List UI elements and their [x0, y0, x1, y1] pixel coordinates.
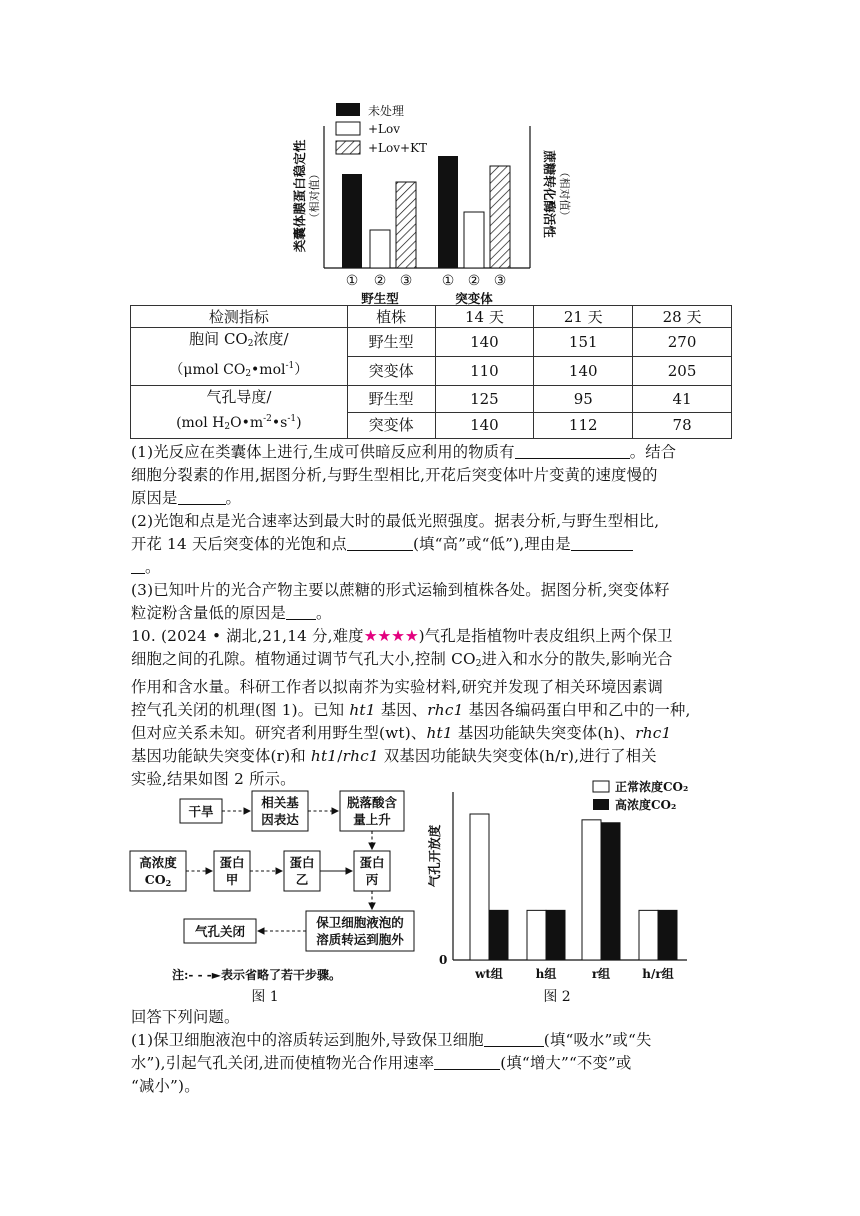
svg-text:脱落酸含: 脱落酸含 — [346, 795, 398, 810]
svg-text:干旱: 干旱 — [188, 804, 214, 819]
bar-mutant-untreated — [438, 156, 458, 268]
right-y-axis-label: 蔗糖转化酶活性 — [542, 150, 557, 238]
gene-ht1: ht1 — [349, 701, 376, 719]
svg-text:蛋白: 蛋白 — [219, 855, 245, 870]
value-cell: 125 — [435, 386, 534, 413]
bar-number: ① — [345, 273, 359, 289]
figure-1-caption: 图 1 — [251, 989, 279, 1005]
bar-normal-co2-3 — [639, 910, 658, 960]
bar-high-co2-1 — [546, 910, 565, 960]
plant-cell: 突变体 — [347, 357, 435, 386]
svg-text:高浓度: 高浓度 — [139, 855, 177, 870]
svg-text:甲: 甲 — [225, 872, 239, 887]
bar-number: ② — [467, 273, 481, 289]
difficulty-stars: ★★★★ — [363, 627, 419, 645]
category-label: h/r组 — [642, 967, 674, 981]
value-cell: 140 — [435, 328, 534, 357]
bar-high-co2-0 — [489, 910, 508, 960]
svg-text:保卫细胞液泡的: 保卫细胞液泡的 — [316, 915, 404, 930]
figure-2-caption: 图 2 — [543, 989, 571, 1005]
y-origin-label: 0 — [439, 953, 448, 967]
value-cell: 205 — [633, 357, 732, 386]
value-cell: 270 — [633, 328, 732, 357]
bar-number: ② — [373, 273, 387, 289]
bar-normal-co2-2 — [582, 820, 601, 960]
answer-blank[interactable] — [515, 443, 630, 459]
svg-text:因表达: 因表达 — [261, 812, 299, 827]
figure-1-diagram — [128, 785, 438, 1005]
bar-number: ③ — [493, 273, 507, 289]
bar-number: ① — [441, 273, 455, 289]
value-cell: 112 — [534, 412, 633, 439]
measurement-table — [130, 305, 732, 439]
bar-wildtype-untreated — [342, 174, 362, 268]
legend-swatch-untreated — [336, 103, 360, 116]
table-row — [131, 386, 732, 413]
svg-text:乙: 乙 — [295, 872, 309, 887]
svg-text:气孔关闭: 气孔关闭 — [194, 924, 246, 939]
figure-1-note: 注:- - -►表示省略了若干步骤。 — [172, 968, 341, 982]
left-y-axis-note: （相对值） — [308, 168, 321, 224]
svg-text:相关基: 相关基 — [261, 795, 299, 810]
indicator-stomatal-conductance: 气孔导度/ (mol $H_2O•m^{-2}•s^{-1}$) — [131, 386, 348, 439]
question-2: (2)光饱和点是光合速率达到最大时的最低光照强度。据表分析,与野生型相比, 开花 14 天后突变体的光饱和点 (填“高”或“低”),理由是 。 — [131, 512, 660, 576]
indicator-co2: 胞间 $CO_2$浓度/ （μmol $CO_2•mol^{-1}$） — [131, 328, 348, 386]
table-header: 14 天 — [435, 306, 534, 328]
value-cell: 140 — [534, 357, 633, 386]
stability-activity-chart — [280, 96, 580, 308]
svg-text:溶质转运到胞外: 溶质转运到胞外 — [316, 932, 404, 947]
table-header: 21 天 — [534, 306, 633, 328]
legend-label-high-co2: 高浓度CO₂ — [615, 798, 677, 812]
legend-swatch-lov-kt — [336, 141, 360, 154]
table-header: 28 天 — [633, 306, 732, 328]
category-label: wt组 — [475, 967, 503, 981]
y-axis-label: 气孔开放度 — [427, 824, 442, 888]
question-3: (3)已知叶片的光合产物主要以蔗糖的形式运输到植株各处。据图分析,突变体籽 粒淀粉含量低的原因是 。 — [131, 581, 670, 622]
legend-label-untreated: 未处理 — [368, 104, 405, 118]
bar-high-co2-2 — [601, 823, 620, 960]
bar-mutant-lov — [464, 212, 484, 268]
category-label: r组 — [591, 967, 611, 981]
question-1: (1)光反应在类囊体上进行,生成可供暗反应利用的物质有 。结合 细胞分裂素的作用,据图分析,与野生型相比,开花后突变体叶片变黄的速度慢的 原因是 。 — [131, 443, 677, 507]
value-cell: 151 — [534, 328, 633, 357]
answer-blank[interactable] — [484, 1031, 544, 1047]
answer-blank[interactable] — [571, 535, 633, 551]
right-y-axis-note: （相对值） — [558, 166, 571, 222]
category-label: h组 — [535, 967, 557, 981]
left-y-axis-label: 类囊体膜蛋白稳定性 — [292, 139, 307, 253]
value-cell: 78 — [633, 412, 732, 439]
value-cell: 140 — [435, 412, 534, 439]
plant-cell: 野生型 — [347, 328, 435, 357]
bar-normal-co2-1 — [527, 910, 546, 960]
svg-text:丙: 丙 — [365, 872, 379, 887]
answer-blank[interactable] — [131, 558, 145, 574]
gene-rhc1: rhc1 — [427, 701, 464, 719]
bar-wildtype-lov-kt — [396, 182, 416, 268]
table-header: 植株 — [347, 306, 435, 328]
plant-cell: 突变体 — [347, 412, 435, 439]
legend-label-lov: +Lov — [368, 122, 401, 136]
group-label-mutant: 突变体 — [455, 291, 493, 306]
svg-text:蛋白: 蛋白 — [289, 855, 315, 870]
bar-high-co2-3 — [658, 910, 677, 960]
svg-text:CO2: CO2 — [144, 872, 172, 888]
figure-2-chart — [425, 776, 730, 1006]
answer-blank[interactable] — [434, 1054, 500, 1070]
svg-text:量上升: 量上升 — [353, 812, 391, 827]
legend-swatch-high-co2 — [593, 799, 609, 810]
answer-blank[interactable] — [286, 604, 316, 620]
bar-number: ③ — [399, 273, 413, 289]
table-row — [131, 328, 732, 357]
answer-section: 回答下列问题。 (1)保卫细胞液泡中的溶质转运到胞外,导致保卫细胞 (填“吸水”或“失 水”),引起气孔关闭,进而使植物光合作用速率 (填“增大”“不变”或 “减小”)。 — [131, 1008, 652, 1095]
value-cell: 110 — [435, 357, 534, 386]
table-header: 检测指标 — [131, 306, 348, 328]
value-cell: 95 — [534, 386, 633, 413]
legend-label-normal-co2: 正常浓度CO₂ — [615, 780, 689, 794]
table-header-row — [131, 306, 732, 328]
plant-cell: 野生型 — [347, 386, 435, 413]
problem-10: 10. (2024 • 湖北,21,14 分,难度★★★★)气孔是指植物叶表皮组织上两个保卫 细胞之间的孔隙。植物通过调节气孔大小,控制 $CO_2$进入和水分的散失,影响光合 作用和含水量。科研工作者以拟南芥为实验材料,研究并发现了相关环境因素调 控气孔关闭的机理(图 1)。已知 ht1 基因、rhc1 基因各编码蛋白甲和乙中的一种, 但对应关系未知。研究者利用野生型(wt)、ht1 基因功能缺失突变体(h)、rhc1 基因功能缺失突变体(r)和 ht1/rhc1 双基因功能缺失突变体(h/r),进行了相关 实验,结果如图 2 所示。 — [131, 627, 691, 788]
bar-normal-co2-0 — [470, 814, 489, 960]
answer-blank[interactable] — [347, 535, 413, 551]
bar-wildtype-lov — [370, 230, 390, 268]
answer-blank[interactable] — [178, 489, 226, 505]
value-cell: 41 — [633, 386, 732, 413]
group-label-wildtype: 野生型 — [361, 291, 399, 306]
bar-mutant-lov-kt — [490, 166, 510, 268]
legend-label-lov-kt: +Lov+KT — [368, 141, 428, 155]
legend-swatch-lov — [336, 122, 360, 135]
svg-text:蛋白: 蛋白 — [359, 855, 385, 870]
legend-swatch-normal-co2 — [593, 781, 609, 792]
